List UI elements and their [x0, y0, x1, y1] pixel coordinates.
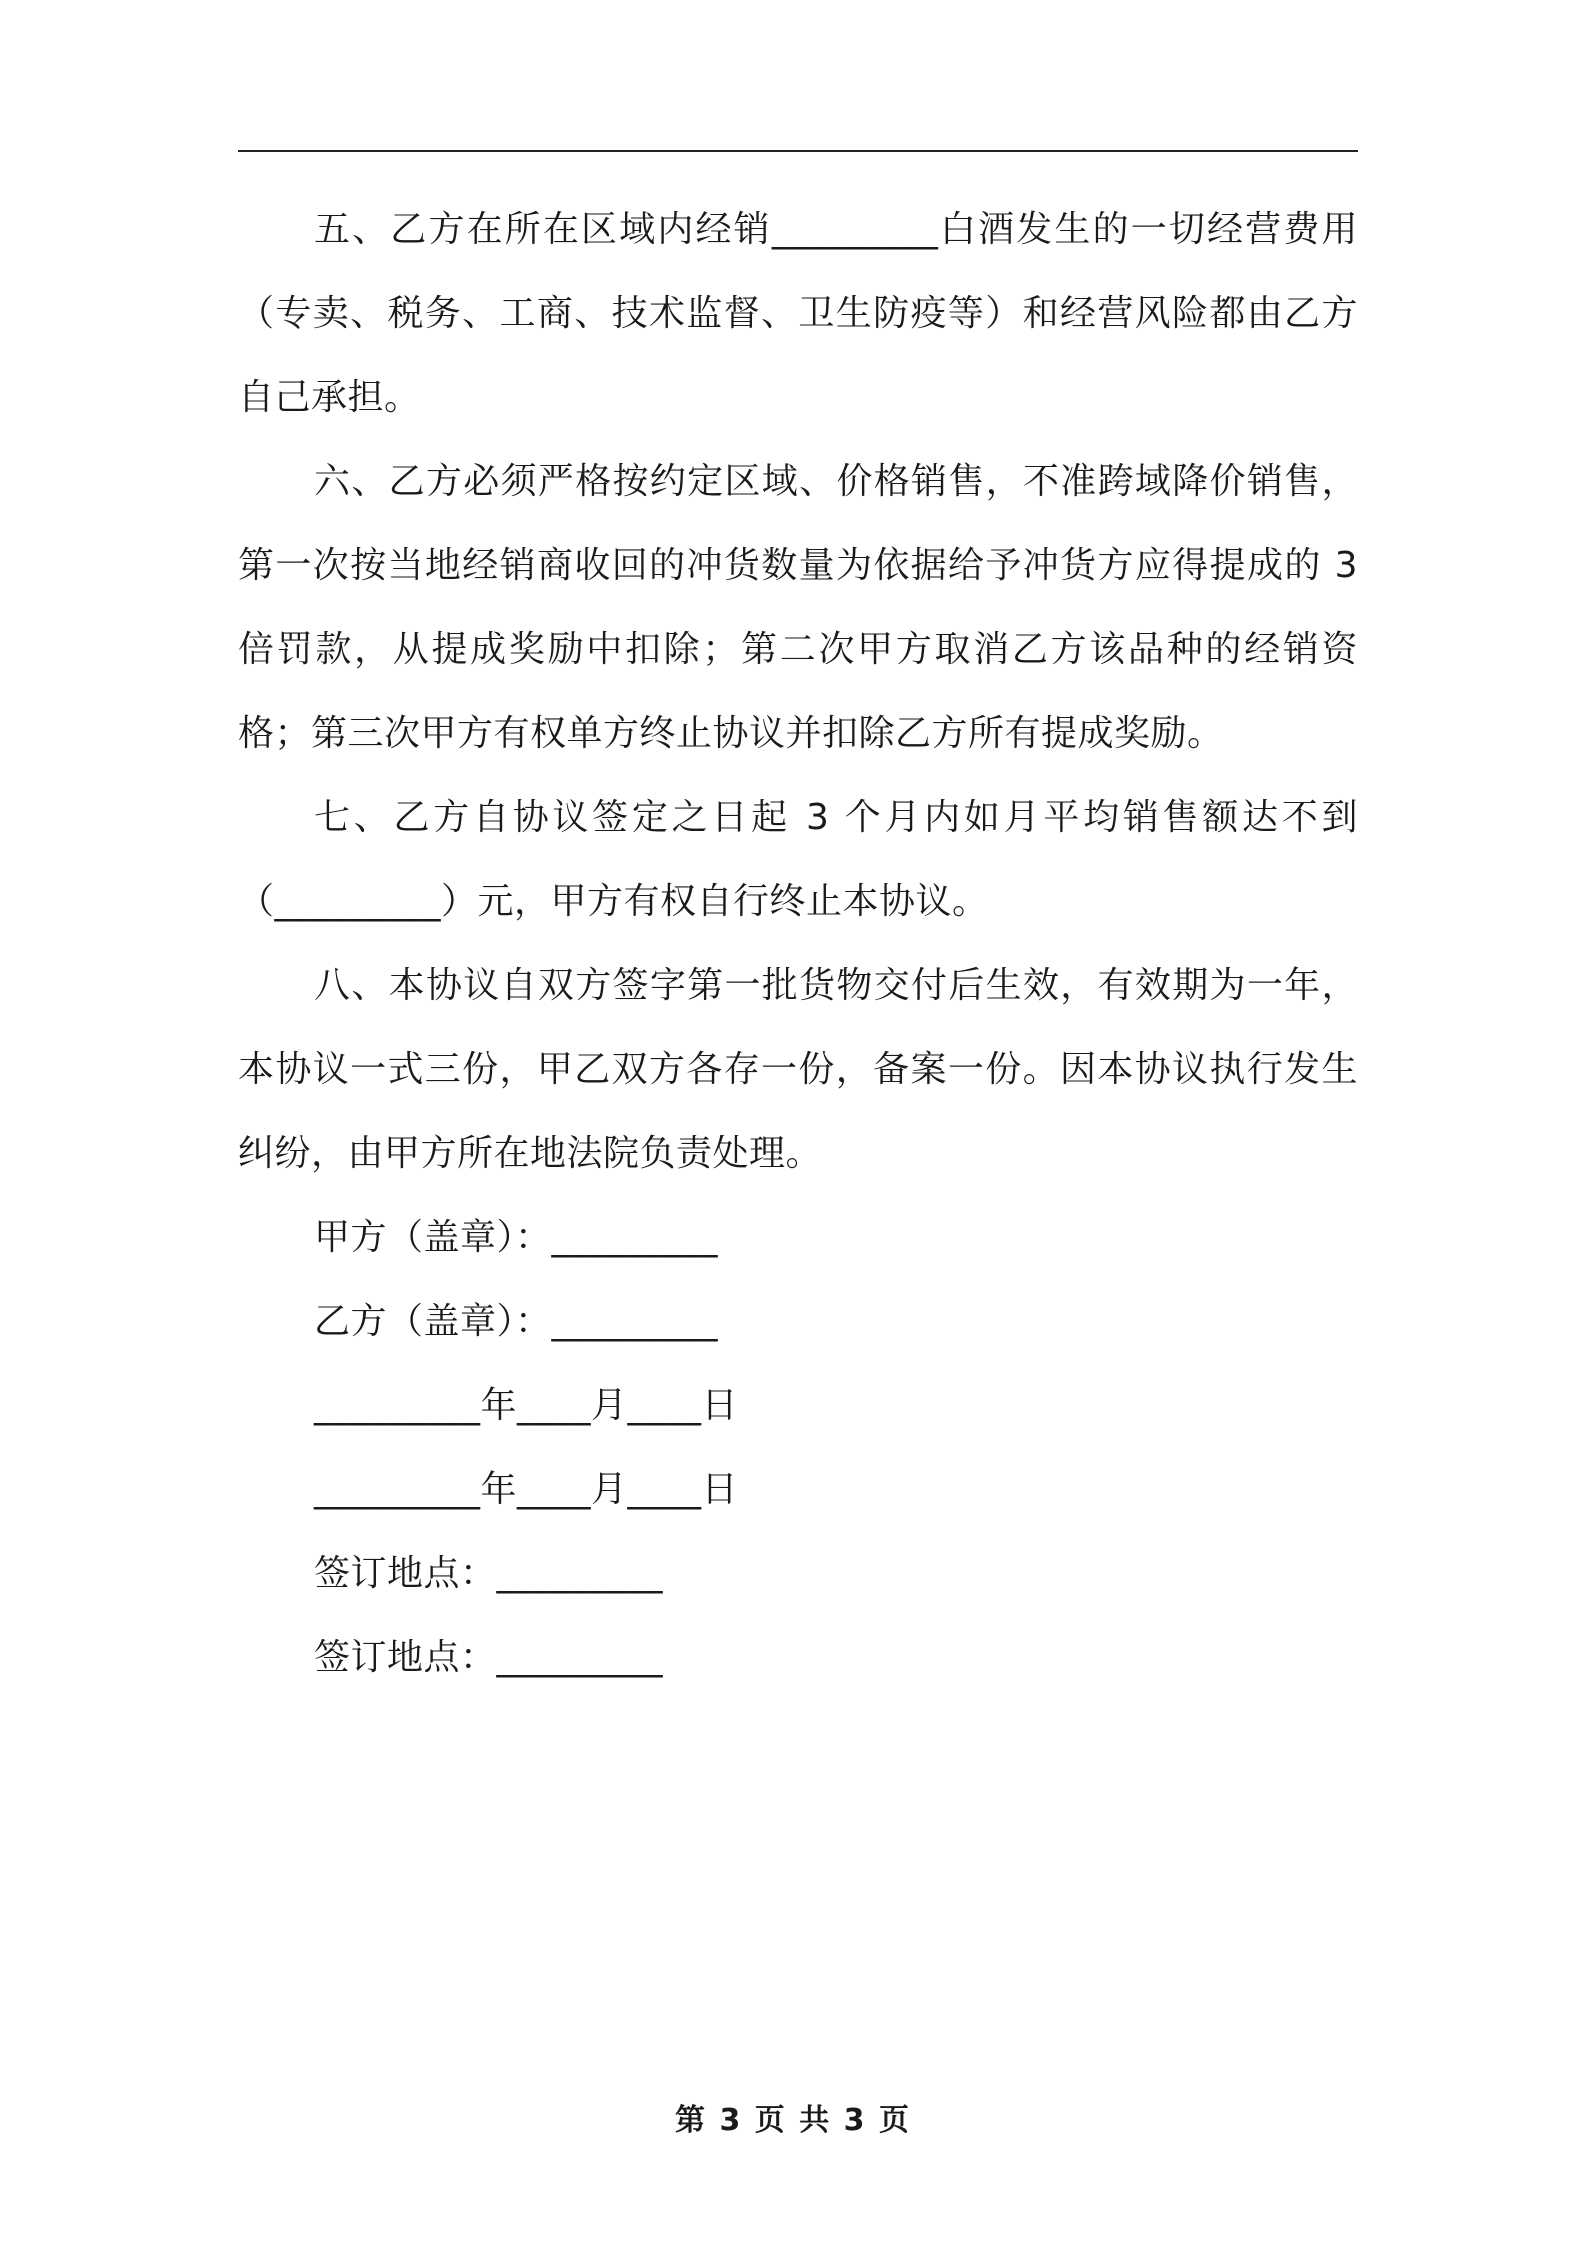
signing-place-b: 签订地点：_________: [314, 1637, 664, 1678]
date-line-a: _________年____月____日: [314, 1385, 738, 1426]
party-a-seal: 甲方（盖章）：_________: [314, 1217, 719, 1258]
clause-7: 七、乙方自协议签定之日起 3 个月内如月平均销售额达不到（_________）元，甲方有权自行终止本协议。: [238, 797, 1358, 922]
clause-6: 六、乙方必须严格按约定区域、价格销售，不准跨域降价销售，第一次按当地经销商收回的冲货数量为依据给予冲货方应得提成的 3 倍罚款，从提成奖励中扣除；第二次甲方取消乙方该品种的经销资格；第三次甲方有权单方终止协议并扣除乙方所有提成奖励。: [238, 461, 1358, 754]
header-rule: [238, 150, 1358, 152]
document-body: [238, 188, 1358, 1700]
date-line-b: _________年____月____日: [314, 1469, 738, 1510]
party-b-seal: 乙方（盖章）：_________: [314, 1301, 719, 1342]
clause-8: 八、本协议自双方签字第一批货物交付后生效，有效期为一年，本协议一式三份，甲乙双方各存一份，备案一份。因本协议执行发生纠纷，由甲方所在地法院负责处理。: [238, 965, 1358, 1174]
signing-place-a: 签订地点：_________: [314, 1553, 664, 1594]
clause-5: 五、乙方在所在区域内经销_________白酒发生的一切经营费用（专卖、税务、工商、技术监督、卫生防疫等）和经营风险都由乙方自己承担。: [238, 209, 1358, 418]
page-footer: 第 3 页 共 3 页: [675, 2103, 911, 2138]
